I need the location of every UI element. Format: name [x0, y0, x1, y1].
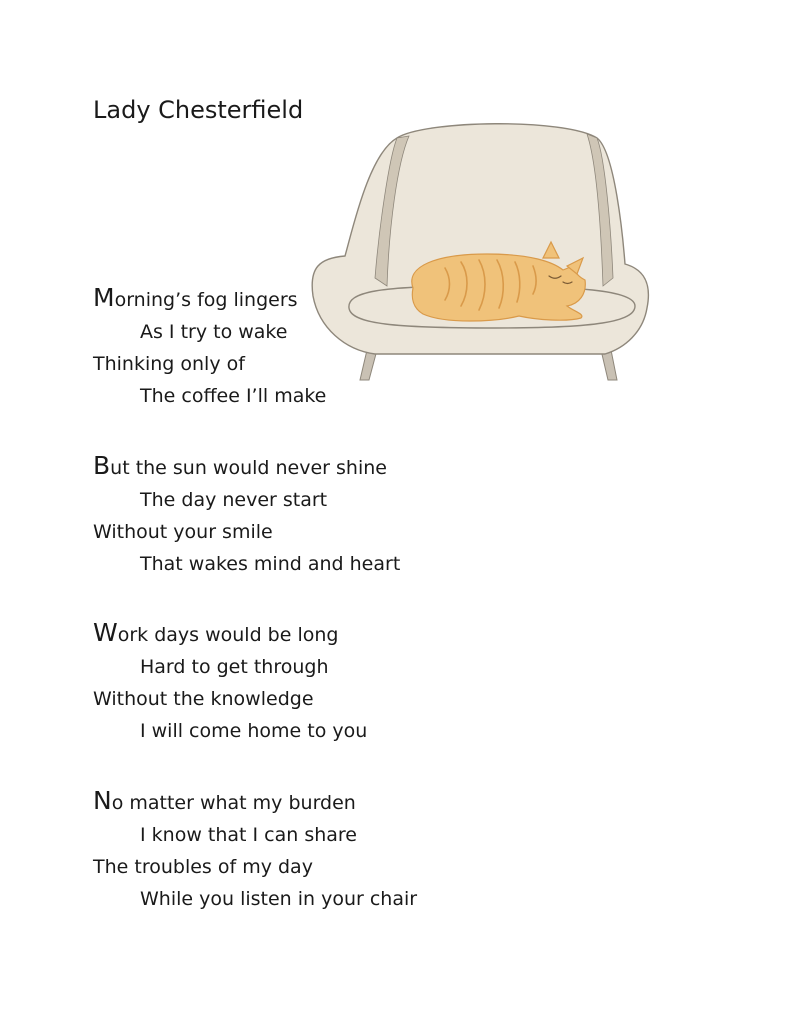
stanza-initial: M [93, 283, 115, 312]
armchair-cat-illustration [305, 118, 695, 384]
poem-line [93, 687, 314, 711]
poem-line [93, 786, 356, 815]
poem-line [140, 320, 287, 344]
poem-line [93, 352, 245, 376]
poem-line-text: ork days would be long [117, 624, 339, 646]
poem-line [93, 618, 339, 647]
poem-line-text: That wakes mind and heart [140, 553, 401, 575]
poem-line-text: I will come home to you [140, 720, 368, 742]
poem-line [93, 451, 387, 480]
poem-line-text: The coffee I’ll make [140, 385, 327, 407]
poem-line [93, 855, 313, 879]
poem-line-text: The troubles of my day [93, 856, 313, 878]
poem-line [140, 552, 400, 576]
poem-line [140, 655, 329, 679]
poem-line-text: orning’s fog lingers [114, 289, 298, 311]
poem-line [140, 887, 417, 911]
poem-line-text: Without the knowledge [93, 688, 314, 710]
poem-line [140, 488, 327, 512]
poem-line [93, 283, 298, 312]
poem-title: Lady Chesterfield [93, 96, 304, 124]
poem-line-text: As I try to wake [140, 321, 288, 343]
poem-line [140, 823, 357, 847]
poem-line-text: Thinking only of [93, 353, 245, 375]
poem-line-text: ut the sun would never shine [110, 457, 387, 479]
poem-line [93, 520, 273, 544]
poem-line-text: I know that I can share [140, 824, 357, 846]
poem-line-text: While you listen in your chair [140, 888, 418, 910]
poem-line [140, 719, 367, 743]
poem-line-text: Without your smile [93, 521, 273, 543]
poem-line [140, 384, 326, 408]
poem-line-text: o matter what my burden [111, 792, 356, 814]
stanza-initial: N [93, 786, 112, 815]
stanza-initial: W [93, 618, 118, 647]
poem-line-text: The day never start [140, 489, 328, 511]
stanza-initial: B [93, 451, 111, 480]
poem-line-text: Hard to get through [140, 656, 329, 678]
